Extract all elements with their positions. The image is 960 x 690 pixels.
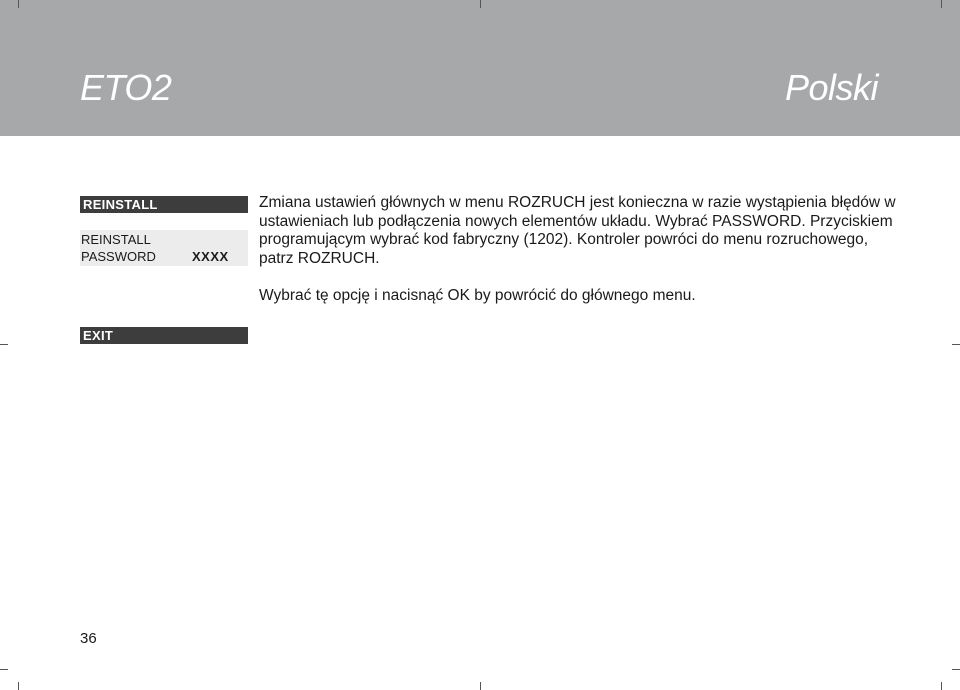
crop-mark [941, 682, 942, 690]
menu-option-box [80, 230, 248, 266]
password-value: XXXX [192, 249, 229, 264]
crop-mark [952, 669, 960, 670]
crop-mark [18, 682, 19, 690]
crop-mark [941, 0, 942, 8]
product-title: ETO2 [80, 67, 172, 108]
crop-mark [952, 344, 960, 345]
paragraph-reinstall: Zmiana ustawień głównych w menu ROZRUCH jest konieczna w razie wystąpienia błędów w ustawieniach lub podłączenia nowych elementów układu. Wybrać PASSWORD. Przyciskiem programującym wybrać kod fabryczny (1202). Kontroler powróci do menu rozruchowego, patrz ROZRUCH. [259, 194, 896, 268]
crop-mark [480, 0, 481, 8]
header-band [0, 0, 960, 136]
crop-mark [18, 0, 19, 8]
menu-title-bar: REINSTALL [80, 196, 248, 213]
menu-row-label: PASSWORD [81, 249, 156, 264]
language-title: Polski [784, 67, 878, 108]
crop-mark [480, 682, 481, 690]
menu-row-password [80, 248, 248, 265]
menu-exit-bar: EXIT [80, 327, 248, 344]
menu-row-label: REINSTALL [81, 232, 151, 247]
crop-mark [0, 344, 8, 345]
menu-row-reinstall [80, 231, 248, 248]
page-number: 36 [80, 630, 97, 647]
description-text [259, 194, 899, 306]
crop-mark [0, 669, 8, 670]
paragraph-exit: Wybrać tę opcję i nacisnąć OK by powrócić do głównego menu. [259, 286, 696, 304]
